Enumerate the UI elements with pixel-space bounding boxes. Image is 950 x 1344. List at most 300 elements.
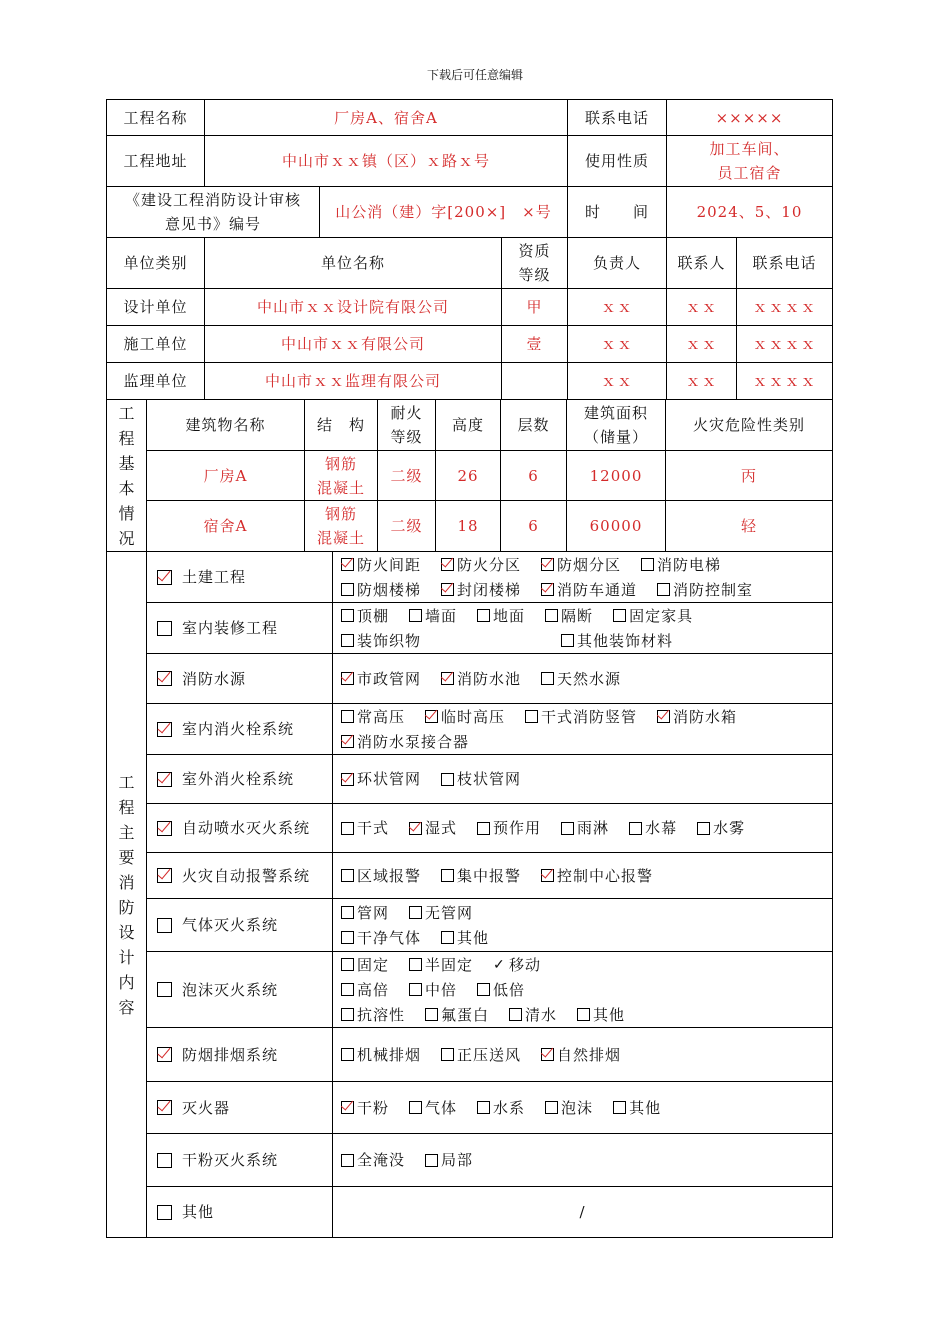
option-label: 管网 — [357, 903, 390, 922]
option-label: 泡沫 — [561, 1098, 594, 1117]
design-row — [107, 1134, 833, 1187]
basic-info-table — [106, 399, 833, 552]
option-label: 枝状管网 — [457, 770, 522, 788]
checkbox-icon[interactable] — [157, 982, 172, 997]
option-item[interactable] — [341, 767, 421, 791]
checkbox-icon[interactable] — [577, 1008, 590, 1021]
checkbox-icon[interactable] — [561, 634, 574, 647]
option-label: 常高压 — [357, 707, 406, 726]
option-item[interactable] — [641, 553, 721, 577]
option-item[interactable] — [341, 629, 421, 653]
phone-label: 联系电话 — [568, 100, 667, 136]
design-row — [107, 704, 833, 755]
checkbox-icon[interactable] — [341, 983, 354, 996]
checkbox-icon[interactable] — [545, 609, 558, 622]
option-label: 无管网 — [425, 903, 474, 922]
checkbox-icon[interactable] — [477, 983, 490, 996]
option-item[interactable] — [341, 901, 389, 925]
design-section-char: 工 — [118, 772, 135, 792]
checked-checkbox-icon[interactable] — [341, 735, 354, 748]
option-label: 湿式 — [425, 819, 458, 837]
option-label: 水系 — [493, 1098, 526, 1117]
unit-row-construction — [107, 326, 833, 363]
unit-leader: ｘｘ — [568, 363, 667, 400]
option-label: 装饰织物 — [357, 631, 422, 650]
design-options-cell — [333, 654, 833, 704]
option-item[interactable] — [409, 953, 473, 977]
design-options-cell — [333, 1134, 833, 1187]
option-item[interactable] — [341, 1043, 421, 1067]
option-item[interactable] — [341, 578, 421, 602]
checkbox-icon[interactable] — [541, 672, 554, 685]
checkbox-icon[interactable] — [425, 1154, 438, 1167]
checked-checkbox-icon[interactable] — [157, 722, 172, 737]
option-label: 隔断 — [561, 606, 594, 625]
checkbox-icon[interactable] — [157, 621, 172, 636]
option-item[interactable] — [613, 1096, 661, 1120]
unit-qualification — [502, 363, 568, 400]
design-category-cell — [147, 704, 333, 755]
option-label: 干式消防竖管 — [541, 707, 638, 726]
design-category-label: 灭火器 — [182, 1098, 231, 1117]
check-mark-icon[interactable]: ✓ — [493, 956, 506, 973]
basic-section-label — [107, 400, 147, 552]
option-item[interactable] — [425, 1148, 473, 1172]
address-value: 中山市ｘｘ镇（区）ｘ路ｘ号 — [205, 136, 568, 187]
checkbox-icon[interactable] — [409, 983, 422, 996]
option-item[interactable] — [409, 816, 457, 840]
option-label: 全淹没 — [357, 1151, 406, 1169]
building-area: 12000 — [567, 451, 666, 501]
option-item[interactable] — [561, 629, 673, 653]
option-item[interactable] — [409, 604, 457, 628]
design-row — [107, 603, 833, 654]
design-section-char: 计 — [118, 947, 135, 967]
design-category-label: 火灾自动报警系统 — [182, 866, 311, 885]
option-item[interactable] — [525, 705, 637, 729]
option-item[interactable] — [541, 578, 637, 602]
option-label: 地面 — [493, 606, 526, 625]
option-item[interactable] — [341, 926, 421, 950]
opinion-table — [106, 186, 833, 238]
design-section-char: 设 — [118, 922, 135, 942]
building-name: 宿舍A — [147, 501, 305, 552]
unit-name: 中山市ｘｘ有限公司 — [205, 326, 502, 363]
design-category-cell — [147, 952, 333, 1028]
time-label: 时 间 — [568, 187, 667, 238]
checkbox-icon[interactable] — [525, 710, 538, 723]
checked-checkbox-icon[interactable] — [341, 773, 354, 786]
checkbox-icon[interactable] — [341, 710, 354, 723]
design-row — [107, 1082, 833, 1134]
option-label: 市政管网 — [357, 669, 422, 688]
option-label: 消防电梯 — [657, 555, 722, 574]
option-label: 防烟楼梯 — [357, 580, 422, 599]
checkbox-icon[interactable] — [409, 958, 422, 971]
option-item[interactable] — [409, 1096, 457, 1120]
design-row — [107, 552, 833, 603]
option-label: 其他 — [457, 928, 490, 947]
checkbox-icon[interactable] — [509, 1008, 522, 1021]
building-hazard: 丙 — [666, 451, 833, 501]
unit-name: 中山市ｘｘ监理有限公司 — [205, 363, 502, 400]
design-row — [107, 1187, 833, 1238]
option-label: 防火间距 — [357, 555, 422, 574]
checked-checkbox-icon[interactable] — [341, 1101, 354, 1114]
option-item[interactable] — [341, 553, 421, 577]
checkbox-icon[interactable] — [545, 1101, 558, 1114]
project-info-table — [106, 99, 833, 187]
checked-checkbox-icon[interactable] — [441, 558, 454, 571]
option-item[interactable] — [341, 667, 421, 691]
design-category-label: 防烟排烟系统 — [182, 1045, 279, 1064]
checkbox-icon[interactable] — [409, 1101, 422, 1114]
option-label: 雨淋 — [577, 819, 610, 837]
checked-checkbox-icon[interactable] — [157, 772, 172, 787]
option-item[interactable] — [341, 730, 469, 754]
checkbox-icon[interactable] — [341, 906, 354, 919]
checkbox-icon[interactable] — [657, 583, 670, 596]
option-item[interactable] — [697, 816, 745, 840]
option-label: 低倍 — [493, 980, 526, 999]
option-item[interactable] — [341, 953, 389, 977]
option-item[interactable] — [341, 705, 405, 729]
option-label: 消防控制室 — [673, 580, 754, 599]
design-category-cell — [147, 853, 333, 899]
checked-checkbox-icon[interactable] — [541, 583, 554, 596]
building-height: 18 — [436, 501, 501, 552]
design-category-label: 室内消火栓系统 — [182, 720, 295, 738]
building-height: 26 — [436, 451, 501, 501]
unit-contact: ｘｘ — [667, 289, 737, 326]
unit-category: 监理单位 — [107, 363, 205, 400]
design-section-char: 容 — [118, 997, 135, 1017]
checkbox-icon[interactable] — [341, 1048, 354, 1061]
fire-design-table — [106, 551, 833, 1238]
option-label: 水雾 — [713, 819, 746, 837]
checkbox-icon[interactable] — [613, 1101, 626, 1114]
checkbox-icon[interactable] — [341, 931, 354, 944]
option-item[interactable] — [545, 1096, 593, 1120]
building-name: 厂房A — [147, 451, 305, 501]
design-options-cell — [333, 603, 833, 654]
design-category-cell — [147, 899, 333, 952]
building-fire-rating: 二级 — [378, 501, 436, 552]
option-item[interactable] — [541, 1043, 621, 1067]
option-label: 干净气体 — [357, 928, 422, 947]
option-label: 环状管网 — [357, 770, 422, 788]
design-options-cell — [333, 1082, 833, 1134]
option-label: 天然水源 — [557, 669, 622, 688]
option-item[interactable] — [341, 978, 389, 1002]
option-item[interactable] — [441, 864, 521, 888]
usage-value: 加工车间、 员工宿舍 — [667, 136, 833, 187]
leader-header: 负责人 — [568, 238, 667, 289]
checkbox-icon[interactable] — [441, 1048, 454, 1061]
design-category-label: 泡沫灭火系统 — [182, 980, 279, 999]
checked-checkbox-icon[interactable] — [441, 672, 454, 685]
option-label: 临时高压 — [441, 707, 506, 726]
option-item[interactable] — [541, 667, 621, 691]
checked-checkbox-icon[interactable] — [341, 672, 354, 685]
time-value: 2024、5、10 — [667, 187, 833, 238]
design-section-char: 主 — [118, 822, 135, 842]
unit-row-design — [107, 289, 833, 326]
option-item[interactable] — [409, 901, 473, 925]
option-label: 消防水池 — [457, 669, 522, 688]
design-category-label: 干粉灭火系统 — [182, 1151, 279, 1169]
option-label: 干粉 — [357, 1098, 390, 1117]
unit-phone: ｘｘｘｘ — [737, 289, 833, 326]
checkbox-icon[interactable] — [341, 1008, 354, 1021]
design-section-char: 防 — [118, 897, 135, 917]
checkbox-icon[interactable] — [441, 931, 454, 944]
checkbox-icon[interactable] — [477, 822, 490, 835]
fire-rating-header: 耐火 等级 — [378, 400, 436, 451]
unit-contact: ｘｘ — [667, 326, 737, 363]
option-label: 固定家具 — [629, 606, 694, 625]
option-label: 清水 — [525, 1005, 558, 1024]
unit-name: 中山市ｘｘ设计院有限公司 — [205, 289, 502, 326]
design-row — [107, 952, 833, 1028]
checkbox-icon[interactable] — [341, 958, 354, 971]
checkbox-icon[interactable] — [425, 1008, 438, 1021]
checkbox-icon[interactable] — [341, 634, 354, 647]
unit-phone-header: 联系电话 — [737, 238, 833, 289]
design-options-cell — [333, 952, 833, 1028]
basic-section-char: 况 — [118, 528, 135, 548]
option-label: 封闭楼梯 — [457, 580, 522, 599]
checked-checkbox-icon[interactable] — [157, 821, 172, 836]
option-item[interactable] — [441, 578, 521, 602]
checked-checkbox-icon[interactable] — [425, 710, 438, 723]
checkbox-icon[interactable] — [477, 609, 490, 622]
floors-header: 层数 — [501, 400, 567, 451]
option-label: 区域报警 — [357, 866, 422, 885]
design-category-cell — [147, 1082, 333, 1134]
option-item[interactable] — [441, 553, 521, 577]
checked-checkbox-icon[interactable] — [157, 570, 172, 585]
design-row — [107, 1028, 833, 1082]
checked-checkbox-icon[interactable] — [541, 869, 554, 882]
option-item[interactable] — [341, 816, 389, 840]
design-options-cell — [333, 853, 833, 899]
unit-category-header: 单位类别 — [107, 238, 205, 289]
design-category-cell — [147, 603, 333, 654]
option-item[interactable] — [477, 604, 525, 628]
design-options-cell — [333, 1028, 833, 1082]
checkbox-icon[interactable] — [157, 1205, 172, 1220]
unit-phone: ｘｘｘｘ — [737, 363, 833, 400]
option-item[interactable] — [477, 978, 525, 1002]
unit-qualification: 壹 — [502, 326, 568, 363]
checkbox-icon[interactable] — [409, 609, 422, 622]
basic-section-char: 工 — [118, 403, 135, 423]
checked-checkbox-icon[interactable] — [341, 558, 354, 571]
option-label: 水幕 — [645, 819, 678, 837]
option-item[interactable] — [477, 1096, 525, 1120]
design-options-cell — [333, 1187, 833, 1238]
checkbox-icon[interactable] — [613, 609, 626, 622]
option-item[interactable] — [425, 1003, 489, 1027]
option-item[interactable] — [341, 864, 421, 888]
option-label: 消防车通道 — [557, 580, 638, 599]
building-row — [107, 501, 833, 552]
option-label: 控制中心报警 — [557, 866, 654, 885]
checkbox-icon[interactable] — [341, 583, 354, 596]
option-item[interactable] — [509, 1003, 557, 1027]
checkbox-icon[interactable] — [441, 869, 454, 882]
unit-leader: ｘｘ — [568, 326, 667, 363]
design-section-char: 要 — [118, 847, 135, 867]
option-item[interactable] — [613, 604, 693, 628]
design-value: / — [579, 1203, 586, 1221]
option-label: 移动 — [509, 955, 542, 974]
option-label: 防烟分区 — [557, 555, 622, 574]
checkbox-icon[interactable] — [341, 1154, 354, 1167]
option-label: 正压送风 — [457, 1045, 522, 1064]
checked-checkbox-icon[interactable] — [541, 558, 554, 571]
option-label: 消防水泵接合器 — [357, 732, 470, 751]
checked-checkbox-icon[interactable] — [157, 1100, 172, 1115]
option-label: 半固定 — [425, 955, 474, 974]
hazard-header: 火灾危险性类别 — [666, 400, 833, 451]
design-options-cell — [333, 552, 833, 603]
unit-category: 设计单位 — [107, 289, 205, 326]
checkbox-icon[interactable] — [561, 822, 574, 835]
basic-section-char: 基 — [118, 453, 135, 473]
option-label: 气体 — [425, 1098, 458, 1117]
checked-checkbox-icon[interactable] — [157, 868, 172, 883]
building-row — [107, 451, 833, 501]
option-label: 中倍 — [425, 980, 458, 999]
checked-checkbox-icon[interactable] — [409, 822, 422, 835]
option-label: 氟蛋白 — [441, 1005, 490, 1024]
option-item[interactable] — [441, 1043, 521, 1067]
option-item[interactable] — [409, 978, 457, 1002]
design-options-cell — [333, 804, 833, 853]
option-item[interactable] — [545, 604, 593, 628]
checked-checkbox-icon[interactable] — [541, 1048, 554, 1061]
unit-contact: ｘｘ — [667, 363, 737, 400]
option-item[interactable] — [577, 1003, 625, 1027]
design-category-label: 室内装修工程 — [182, 619, 279, 637]
option-item[interactable] — [657, 578, 753, 602]
option-item[interactable] — [493, 953, 541, 977]
option-item[interactable] — [341, 1148, 405, 1172]
design-options-cell — [333, 899, 833, 952]
option-item[interactable] — [425, 705, 505, 729]
design-options-cell — [333, 704, 833, 755]
design-category-label: 自动喷水灭火系统 — [182, 819, 311, 837]
basic-section-char: 程 — [118, 428, 135, 448]
design-section-char: 内 — [118, 972, 135, 992]
checked-checkbox-icon[interactable] — [157, 1047, 172, 1062]
option-item[interactable] — [477, 816, 541, 840]
option-label: 预作用 — [493, 819, 542, 837]
basic-section-char: 情 — [118, 503, 135, 523]
option-item[interactable] — [441, 767, 521, 791]
option-item[interactable] — [441, 667, 521, 691]
checkbox-icon[interactable] — [341, 869, 354, 882]
design-row — [107, 804, 833, 853]
option-item[interactable] — [541, 553, 621, 577]
design-row — [107, 899, 833, 952]
option-label: 局部 — [441, 1151, 474, 1169]
option-item[interactable] — [341, 1096, 389, 1120]
checkbox-icon[interactable] — [697, 822, 710, 835]
design-category-label: 消防水源 — [182, 669, 247, 688]
unit-category: 施工单位 — [107, 326, 205, 363]
building-area: 60000 — [567, 501, 666, 552]
checkbox-icon[interactable] — [409, 906, 422, 919]
design-row — [107, 853, 833, 899]
project-name-value: 厂房A、宿舍A — [205, 100, 568, 136]
option-label: 集中报警 — [457, 866, 522, 885]
building-floors: 6 — [501, 451, 567, 501]
checkbox-icon[interactable] — [477, 1101, 490, 1114]
option-label: 自然排烟 — [557, 1045, 622, 1064]
option-item[interactable] — [341, 604, 389, 628]
design-category-label: 室外消火栓系统 — [182, 770, 295, 788]
option-item[interactable] — [657, 705, 737, 729]
option-label: 抗溶性 — [357, 1005, 406, 1024]
checked-checkbox-icon[interactable] — [441, 583, 454, 596]
design-category-cell — [147, 804, 333, 853]
units-table — [106, 237, 833, 400]
design-category-label: 气体灭火系统 — [182, 916, 279, 934]
checkbox-icon[interactable] — [629, 822, 642, 835]
checked-checkbox-icon[interactable] — [157, 671, 172, 686]
design-section-char: 消 — [118, 872, 135, 892]
checkbox-icon[interactable] — [341, 822, 354, 835]
option-label: 其他 — [593, 1005, 626, 1024]
opinion-label: 《建设工程消防设计审核 意见书》编号 — [107, 187, 320, 238]
phone-value: ××××× — [667, 100, 833, 136]
option-item[interactable] — [561, 816, 609, 840]
building-hazard: 轻 — [666, 501, 833, 552]
design-section-char: 程 — [118, 797, 135, 817]
checkbox-icon[interactable] — [641, 558, 654, 571]
design-section-label — [107, 552, 147, 1238]
option-label: 机械排烟 — [357, 1045, 422, 1064]
building-structure: 钢筋 混凝土 — [305, 451, 378, 501]
address-label: 工程地址 — [107, 136, 205, 187]
design-category-cell — [147, 1028, 333, 1082]
contact-header: 联系人 — [667, 238, 737, 289]
checkbox-icon[interactable] — [441, 773, 454, 786]
height-header: 高度 — [436, 400, 501, 451]
qualification-header: 资质 等级 — [502, 238, 568, 289]
area-header: 建筑面积 （储量） — [567, 400, 666, 451]
building-floors: 6 — [501, 501, 567, 552]
option-label: 消防水箱 — [673, 707, 738, 726]
option-item[interactable] — [541, 864, 653, 888]
opinion-number: 山公消（建）字[200×] ×号 — [320, 187, 568, 238]
option-item[interactable] — [441, 926, 489, 950]
option-item[interactable] — [629, 816, 677, 840]
checkbox-icon[interactable] — [157, 918, 172, 933]
checked-checkbox-icon[interactable] — [657, 710, 670, 723]
option-label: 墙面 — [425, 606, 458, 625]
option-item[interactable] — [341, 1003, 405, 1027]
building-header: 建筑物名称 — [147, 400, 305, 451]
option-label: 高倍 — [357, 980, 390, 999]
checkbox-icon[interactable] — [157, 1153, 172, 1168]
design-options-cell — [333, 755, 833, 804]
checkbox-icon[interactable] — [341, 609, 354, 622]
design-row — [107, 654, 833, 704]
